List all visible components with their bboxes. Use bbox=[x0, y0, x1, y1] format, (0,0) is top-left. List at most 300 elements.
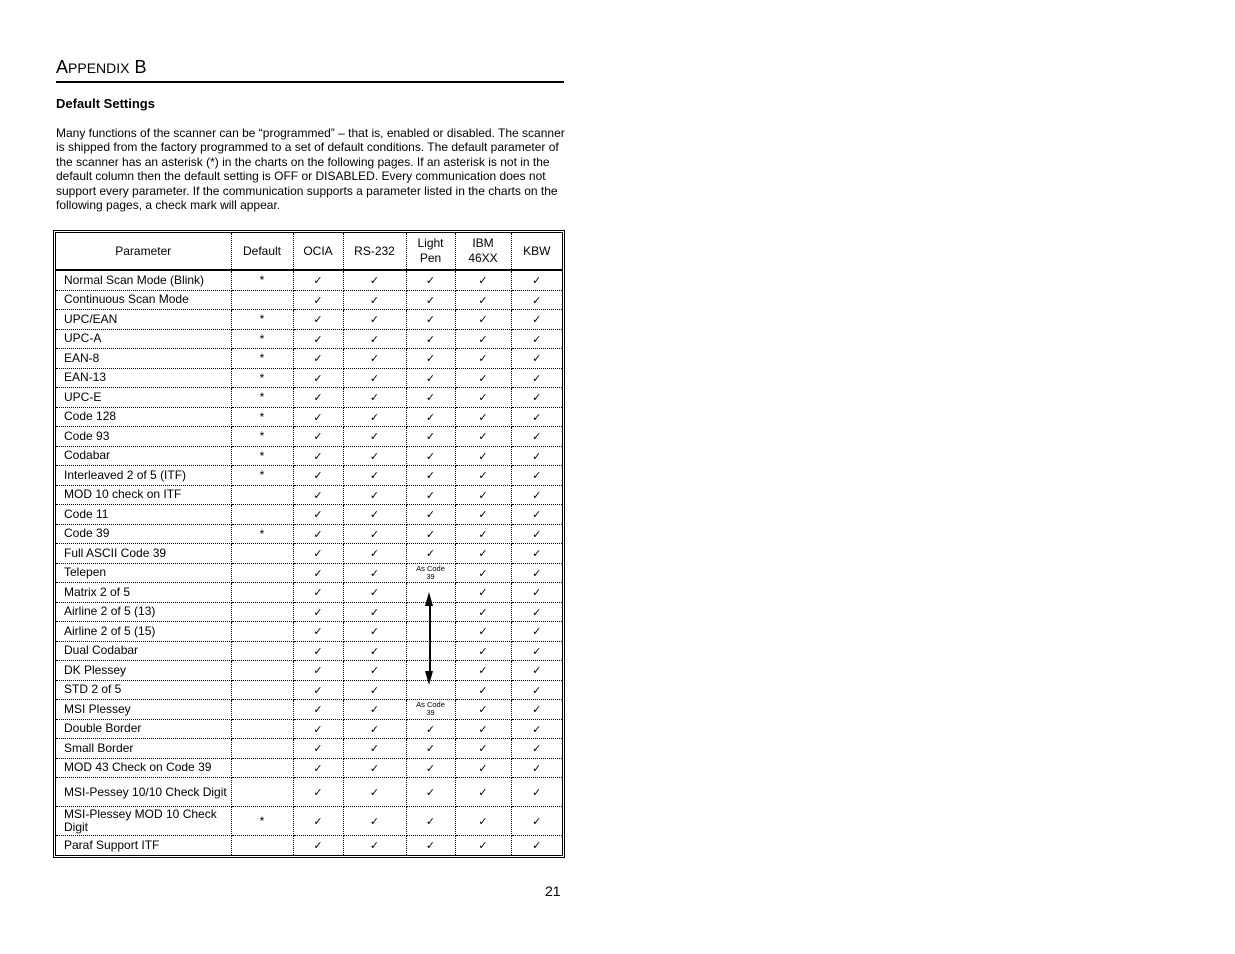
kbw-cell bbox=[511, 719, 562, 739]
default-cell bbox=[231, 836, 293, 855]
check-mark-icon: ✓ bbox=[478, 488, 488, 502]
light-pen-cell bbox=[406, 310, 455, 330]
check-mark-icon: ✓ bbox=[369, 547, 380, 561]
default-cell bbox=[231, 388, 293, 408]
ibm-cell bbox=[455, 368, 511, 388]
light-pen-cell bbox=[406, 505, 455, 525]
kbw-cell bbox=[511, 807, 562, 836]
check-mark-icon: ✓ bbox=[532, 547, 542, 561]
check-mark-icon: ✓ bbox=[478, 332, 488, 346]
default-cell bbox=[231, 758, 293, 778]
kbw-cell bbox=[511, 641, 562, 661]
check-mark-icon: ✓ bbox=[369, 410, 380, 424]
check-mark-icon: ✓ bbox=[478, 410, 488, 424]
default-cell bbox=[231, 524, 293, 544]
check-mark-icon: ✓ bbox=[532, 586, 542, 600]
check-mark-icon: ✓ bbox=[369, 683, 380, 697]
ibm-cell bbox=[455, 719, 511, 739]
kbw-cell bbox=[511, 270, 562, 290]
ibm-cell bbox=[455, 466, 511, 486]
default-cell bbox=[231, 719, 293, 739]
ibm-cell bbox=[455, 310, 511, 330]
light-pen-cell bbox=[406, 602, 455, 622]
check-mark-icon: ✓ bbox=[425, 547, 436, 561]
appendix-title-initial: A bbox=[56, 57, 69, 77]
table-row bbox=[56, 544, 562, 564]
check-mark-icon: ✓ bbox=[532, 430, 542, 444]
default-cell bbox=[231, 778, 293, 807]
kbw-cell bbox=[511, 485, 562, 505]
check-mark-icon: ✓ bbox=[313, 683, 323, 697]
rs232-cell bbox=[343, 427, 406, 447]
check-mark-icon: ✓ bbox=[369, 605, 380, 619]
section-heading: Default Settings bbox=[56, 96, 155, 111]
table-header-row bbox=[56, 233, 562, 270]
default-cell bbox=[231, 602, 293, 622]
light-pen-cell bbox=[406, 719, 455, 739]
ibm-cell bbox=[455, 290, 511, 310]
table-row bbox=[56, 270, 562, 290]
light-pen-cell bbox=[406, 329, 455, 349]
check-mark-icon: ✓ bbox=[425, 293, 436, 307]
check-mark-icon: ✓ bbox=[313, 469, 323, 483]
parameter-cell: Full ASCII Code 39 bbox=[56, 544, 231, 564]
parameter-cell: Airline 2 of 5 (15) bbox=[56, 622, 231, 642]
check-mark-icon: ✓ bbox=[478, 274, 488, 288]
kbw-cell bbox=[511, 836, 562, 855]
ocia-cell bbox=[293, 836, 343, 855]
check-mark-icon: ✓ bbox=[532, 605, 542, 619]
check-mark-icon: ✓ bbox=[478, 566, 488, 580]
check-mark-icon: ✓ bbox=[425, 410, 436, 424]
check-mark-icon: ✓ bbox=[532, 683, 542, 697]
check-mark-icon: ✓ bbox=[532, 786, 542, 799]
check-mark-icon: ✓ bbox=[425, 722, 436, 736]
rs232-cell bbox=[343, 622, 406, 642]
ocia-cell bbox=[293, 427, 343, 447]
check-mark-icon: ✓ bbox=[369, 391, 380, 405]
check-mark-icon: ✓ bbox=[425, 786, 436, 799]
table-row bbox=[56, 758, 562, 778]
ocia-cell bbox=[293, 583, 343, 603]
default-settings-table bbox=[56, 233, 562, 855]
parameter-cell: Airline 2 of 5 (13) bbox=[56, 602, 231, 622]
header-ibm-line1: IBM bbox=[472, 236, 494, 250]
ibm-cell bbox=[455, 602, 511, 622]
check-mark-icon: ✓ bbox=[425, 371, 436, 385]
ocia-cell bbox=[293, 368, 343, 388]
table-row bbox=[56, 739, 562, 759]
default-cell bbox=[231, 290, 293, 310]
check-mark-icon: ✓ bbox=[369, 786, 380, 799]
check-mark-icon: ✓ bbox=[313, 761, 323, 775]
check-mark-icon: ✓ bbox=[313, 547, 323, 561]
kbw-cell bbox=[511, 583, 562, 603]
check-mark-icon: ✓ bbox=[369, 274, 380, 288]
table-row bbox=[56, 719, 562, 739]
check-mark-icon: ✓ bbox=[369, 352, 380, 366]
kbw-cell bbox=[511, 466, 562, 486]
parameter-cell: STD 2 of 5 bbox=[56, 680, 231, 700]
check-mark-icon: ✓ bbox=[369, 664, 380, 678]
rs232-cell bbox=[343, 778, 406, 807]
check-mark-icon: ✓ bbox=[369, 625, 380, 639]
header-ibm-line2: 46XX bbox=[468, 251, 498, 265]
table-row bbox=[56, 485, 562, 505]
check-mark-icon: ✓ bbox=[425, 815, 436, 828]
check-mark-icon: ✓ bbox=[532, 371, 542, 385]
rs232-cell bbox=[343, 485, 406, 505]
ocia-cell bbox=[293, 739, 343, 759]
parameter-cell: Code 128 bbox=[56, 407, 231, 427]
ocia-cell bbox=[293, 290, 343, 310]
light-pen-cell bbox=[406, 407, 455, 427]
table-row bbox=[56, 700, 562, 720]
light-pen-cell bbox=[406, 349, 455, 369]
parameter-cell: EAN-8 bbox=[56, 349, 231, 369]
light-pen-cell bbox=[406, 563, 455, 583]
light-pen-cell bbox=[406, 583, 455, 603]
parameter-cell: MSI-Plessey MOD 10 Check Digit bbox=[56, 807, 231, 836]
ocia-cell bbox=[293, 661, 343, 681]
table-row bbox=[56, 505, 562, 525]
kbw-cell bbox=[511, 700, 562, 720]
rs232-cell bbox=[343, 602, 406, 622]
ibm-cell bbox=[455, 778, 511, 807]
ocia-cell bbox=[293, 466, 343, 486]
check-mark-icon: ✓ bbox=[313, 586, 323, 600]
default-asterisk: * bbox=[259, 331, 265, 346]
parameter-cell: UPC-E bbox=[56, 388, 231, 408]
ocia-cell bbox=[293, 505, 343, 525]
rs232-cell bbox=[343, 641, 406, 661]
rs232-cell bbox=[343, 680, 406, 700]
light-pen-cell bbox=[406, 368, 455, 388]
check-mark-icon: ✓ bbox=[313, 313, 323, 327]
parameter-cell: Telepen bbox=[56, 563, 231, 583]
page-number: 21 bbox=[545, 883, 561, 899]
check-mark-icon: ✓ bbox=[313, 605, 323, 619]
check-mark-icon: ✓ bbox=[425, 391, 436, 405]
parameter-cell: Code 39 bbox=[56, 524, 231, 544]
table-row bbox=[56, 290, 562, 310]
kbw-cell bbox=[511, 661, 562, 681]
kbw-cell bbox=[511, 427, 562, 447]
check-mark-icon: ✓ bbox=[313, 352, 323, 366]
default-asterisk: * bbox=[259, 370, 265, 385]
kbw-cell bbox=[511, 388, 562, 408]
check-mark-icon: ✓ bbox=[313, 742, 323, 756]
check-mark-icon: ✓ bbox=[313, 293, 323, 307]
ocia-cell bbox=[293, 270, 343, 290]
parameter-cell: Code 11 bbox=[56, 505, 231, 525]
check-mark-icon: ✓ bbox=[478, 430, 488, 444]
table-row bbox=[56, 329, 562, 349]
check-mark-icon: ✓ bbox=[369, 566, 380, 580]
check-mark-icon: ✓ bbox=[478, 371, 488, 385]
check-mark-icon: ✓ bbox=[532, 488, 542, 502]
check-mark-icon: ✓ bbox=[478, 586, 488, 600]
check-mark-icon: ✓ bbox=[313, 508, 323, 522]
check-mark-icon: ✓ bbox=[532, 664, 542, 678]
check-mark-icon: ✓ bbox=[478, 761, 488, 775]
ocia-cell bbox=[293, 641, 343, 661]
rs232-cell bbox=[343, 466, 406, 486]
table-row bbox=[56, 368, 562, 388]
default-asterisk: * bbox=[259, 409, 265, 424]
default-cell bbox=[231, 700, 293, 720]
table-row bbox=[56, 836, 562, 855]
table-body bbox=[56, 270, 562, 855]
light-pen-cell bbox=[406, 739, 455, 759]
ibm-cell bbox=[455, 563, 511, 583]
default-cell bbox=[231, 310, 293, 330]
kbw-cell bbox=[511, 524, 562, 544]
check-mark-icon: ✓ bbox=[313, 332, 323, 346]
default-cell bbox=[231, 368, 293, 388]
check-mark-icon: ✓ bbox=[478, 313, 488, 327]
header-light-pen-line2: Pen bbox=[419, 251, 442, 265]
check-mark-icon: ✓ bbox=[532, 625, 542, 639]
check-mark-icon: ✓ bbox=[369, 332, 380, 346]
table-row bbox=[56, 407, 562, 427]
check-mark-icon: ✓ bbox=[532, 722, 542, 736]
appendix-title-rest: PPENDIX bbox=[68, 60, 130, 76]
rs232-cell bbox=[343, 700, 406, 720]
check-mark-icon: ✓ bbox=[532, 508, 542, 522]
rs232-cell bbox=[343, 583, 406, 603]
kbw-cell bbox=[511, 446, 562, 466]
light-pen-cell bbox=[406, 778, 455, 807]
check-mark-icon: ✓ bbox=[425, 313, 436, 327]
parameter-cell: Code 93 bbox=[56, 427, 231, 447]
header-light-pen bbox=[406, 233, 455, 270]
rs232-cell bbox=[343, 388, 406, 408]
check-mark-icon: ✓ bbox=[532, 839, 542, 853]
table-row bbox=[56, 778, 562, 807]
kbw-cell bbox=[511, 680, 562, 700]
kbw-cell bbox=[511, 290, 562, 310]
default-cell bbox=[231, 270, 293, 290]
kbw-cell bbox=[511, 368, 562, 388]
header-light-pen-line1: Light bbox=[417, 236, 444, 250]
default-cell bbox=[231, 427, 293, 447]
table-row bbox=[56, 661, 562, 681]
ocia-cell bbox=[293, 778, 343, 807]
ocia-cell bbox=[293, 680, 343, 700]
light-pen-cell bbox=[406, 544, 455, 564]
default-asterisk: * bbox=[259, 526, 265, 541]
check-mark-icon: ✓ bbox=[369, 449, 380, 463]
check-mark-icon: ✓ bbox=[532, 332, 542, 346]
default-cell bbox=[231, 446, 293, 466]
rs232-cell bbox=[343, 290, 406, 310]
check-mark-icon: ✓ bbox=[425, 742, 436, 756]
table-row bbox=[56, 524, 562, 544]
ocia-cell bbox=[293, 407, 343, 427]
check-mark-icon: ✓ bbox=[369, 703, 380, 717]
ocia-cell bbox=[293, 700, 343, 720]
table-row bbox=[56, 427, 562, 447]
rs232-cell bbox=[343, 270, 406, 290]
check-mark-icon: ✓ bbox=[532, 527, 542, 541]
parameter-cell: UPC-A bbox=[56, 329, 231, 349]
kbw-cell bbox=[511, 407, 562, 427]
default-asterisk: * bbox=[259, 390, 265, 405]
parameter-cell: MSI-Pessey 10/10 Check Digit bbox=[56, 778, 231, 807]
check-mark-icon: ✓ bbox=[425, 488, 436, 502]
appendix-title-letter: B bbox=[129, 57, 147, 77]
check-mark-icon: ✓ bbox=[369, 293, 380, 307]
check-mark-icon: ✓ bbox=[369, 586, 380, 600]
light-pen-cell bbox=[406, 622, 455, 642]
default-asterisk: * bbox=[259, 429, 265, 444]
check-mark-icon: ✓ bbox=[478, 742, 488, 756]
light-pen-cell bbox=[406, 524, 455, 544]
ocia-cell bbox=[293, 524, 343, 544]
ocia-cell bbox=[293, 758, 343, 778]
default-cell bbox=[231, 583, 293, 603]
default-asterisk: * bbox=[259, 273, 265, 288]
ocia-cell bbox=[293, 446, 343, 466]
check-mark-icon: ✓ bbox=[478, 664, 488, 678]
kbw-cell bbox=[511, 739, 562, 759]
check-mark-icon: ✓ bbox=[478, 508, 488, 522]
check-mark-icon: ✓ bbox=[478, 815, 488, 828]
check-mark-icon: ✓ bbox=[313, 786, 323, 799]
kbw-cell bbox=[511, 505, 562, 525]
check-mark-icon: ✓ bbox=[532, 703, 542, 717]
ibm-cell bbox=[455, 485, 511, 505]
light-pen-cell bbox=[406, 758, 455, 778]
check-mark-icon: ✓ bbox=[313, 815, 323, 828]
ibm-cell bbox=[455, 329, 511, 349]
default-cell bbox=[231, 407, 293, 427]
parameter-cell: Interleaved 2 of 5 (ITF) bbox=[56, 466, 231, 486]
check-mark-icon: ✓ bbox=[425, 449, 436, 463]
default-asterisk: * bbox=[259, 448, 265, 463]
parameter-cell: Normal Scan Mode (Blink) bbox=[56, 270, 231, 290]
kbw-cell bbox=[511, 622, 562, 642]
header-ibm-46xx bbox=[455, 233, 511, 270]
kbw-cell bbox=[511, 310, 562, 330]
check-mark-icon: ✓ bbox=[313, 566, 323, 580]
kbw-cell bbox=[511, 758, 562, 778]
check-mark-icon: ✓ bbox=[532, 274, 542, 288]
check-mark-icon: ✓ bbox=[369, 430, 380, 444]
rs232-cell bbox=[343, 836, 406, 855]
rs232-cell bbox=[343, 368, 406, 388]
as-code-39-note: As Code bbox=[416, 700, 445, 710]
light-pen-cell bbox=[406, 427, 455, 447]
default-cell bbox=[231, 544, 293, 564]
parameter-cell: UPC/EAN bbox=[56, 310, 231, 330]
as-code-39-note-line2: 39 bbox=[426, 708, 435, 718]
check-mark-icon: ✓ bbox=[425, 508, 436, 522]
check-mark-icon: ✓ bbox=[369, 722, 380, 736]
table-row bbox=[56, 807, 562, 836]
check-mark-icon: ✓ bbox=[532, 742, 542, 756]
table-row bbox=[56, 310, 562, 330]
ibm-cell bbox=[455, 407, 511, 427]
check-mark-icon: ✓ bbox=[313, 274, 323, 288]
rs232-cell bbox=[343, 407, 406, 427]
ibm-cell bbox=[455, 388, 511, 408]
default-cell bbox=[231, 807, 293, 836]
appendix-title bbox=[56, 56, 564, 83]
parameter-cell: EAN-13 bbox=[56, 368, 231, 388]
rs232-cell bbox=[343, 758, 406, 778]
kbw-cell bbox=[511, 602, 562, 622]
check-mark-icon: ✓ bbox=[478, 547, 488, 561]
light-pen-cell bbox=[406, 700, 455, 720]
light-pen-cell bbox=[406, 290, 455, 310]
ibm-cell bbox=[455, 700, 511, 720]
check-mark-icon: ✓ bbox=[478, 703, 488, 717]
ibm-cell bbox=[455, 270, 511, 290]
default-asterisk: * bbox=[259, 351, 265, 366]
parameter-cell: MOD 43 Check on Code 39 bbox=[56, 758, 231, 778]
check-mark-icon: ✓ bbox=[425, 430, 436, 444]
rs232-cell bbox=[343, 661, 406, 681]
check-mark-icon: ✓ bbox=[313, 527, 323, 541]
default-settings-table-frame bbox=[55, 232, 563, 856]
check-mark-icon: ✓ bbox=[369, 508, 380, 522]
as-code-39-note: As Code bbox=[416, 563, 445, 573]
check-mark-icon: ✓ bbox=[369, 469, 380, 483]
ibm-cell bbox=[455, 641, 511, 661]
rs232-cell bbox=[343, 505, 406, 525]
default-cell bbox=[231, 622, 293, 642]
rs232-cell bbox=[343, 524, 406, 544]
check-mark-icon: ✓ bbox=[313, 664, 323, 678]
ocia-cell bbox=[293, 602, 343, 622]
default-cell bbox=[231, 680, 293, 700]
check-mark-icon: ✓ bbox=[425, 352, 436, 366]
light-pen-cell bbox=[406, 807, 455, 836]
check-mark-icon: ✓ bbox=[532, 644, 542, 658]
ocia-cell bbox=[293, 807, 343, 836]
check-mark-icon: ✓ bbox=[478, 527, 488, 541]
check-mark-icon: ✓ bbox=[369, 761, 380, 775]
ocia-cell bbox=[293, 719, 343, 739]
check-mark-icon: ✓ bbox=[478, 605, 488, 619]
ocia-cell bbox=[293, 544, 343, 564]
default-cell bbox=[231, 349, 293, 369]
check-mark-icon: ✓ bbox=[478, 722, 488, 736]
check-mark-icon: ✓ bbox=[425, 839, 436, 853]
check-mark-icon: ✓ bbox=[369, 527, 380, 541]
rs232-cell bbox=[343, 739, 406, 759]
parameter-cell: Small Border bbox=[56, 739, 231, 759]
default-asterisk: * bbox=[259, 814, 265, 828]
ibm-cell bbox=[455, 505, 511, 525]
check-mark-icon: ✓ bbox=[425, 469, 436, 483]
header-default: Default bbox=[231, 233, 293, 270]
ocia-cell bbox=[293, 329, 343, 349]
check-mark-icon: ✓ bbox=[532, 449, 542, 463]
parameter-cell: MSI Plessey bbox=[56, 700, 231, 720]
default-cell bbox=[231, 739, 293, 759]
ibm-cell bbox=[455, 758, 511, 778]
check-mark-icon: ✓ bbox=[478, 293, 488, 307]
check-mark-icon: ✓ bbox=[313, 703, 323, 717]
check-mark-icon: ✓ bbox=[532, 391, 542, 405]
check-mark-icon: ✓ bbox=[532, 566, 542, 580]
check-mark-icon: ✓ bbox=[369, 742, 380, 756]
check-mark-icon: ✓ bbox=[532, 352, 542, 366]
check-mark-icon: ✓ bbox=[313, 722, 323, 736]
